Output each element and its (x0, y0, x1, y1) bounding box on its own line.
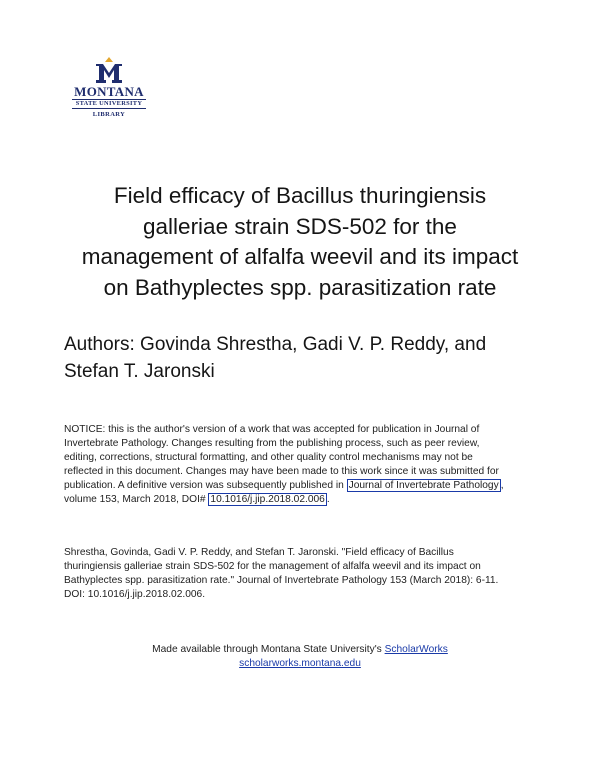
notice-punct: , (500, 480, 504, 492)
doi-link[interactable]: 10.1016/j.jip.2018.02.006 (210, 494, 325, 506)
publication-notice (64, 423, 544, 508)
title-line: management of alfalfa weevil and its impact (81, 244, 519, 269)
notice-line: NOTICE: this is the author's version of a work that was accepted for publication in Journal of (64, 424, 480, 435)
citation-line: Bathyplectes spp. parasitization rate." Journal of Invertebrate Pathology 153 (March 2018): 6-11. (64, 575, 499, 587)
citation-line: Shrestha, Govinda, Gadi V. P. Reddy, and Stefan T. Jaronski. "Field efficacy of Bacillus (64, 547, 454, 558)
authors-line: Stefan T. Jaronski (64, 361, 215, 382)
title-line: Field efficacy of Bacillus thuringiensis (113, 183, 487, 208)
notice-punct: . (326, 494, 330, 506)
notice-line: reflected in this document. Changes may have been made to this work since it was submitted for (64, 466, 499, 478)
logo-state-university: STATE UNIVERSITY (72, 99, 146, 109)
notice-line: volume 153, March 2018, DOI# (64, 494, 209, 506)
notice-line: publication. A definitive version was subsequently published in (64, 480, 347, 492)
logo-montana: MONTANA (74, 84, 144, 99)
footer-text: Made available through Montana State University's (152, 644, 385, 655)
citation (64, 546, 544, 602)
scholarworks-link[interactable]: ScholarWorks (384, 644, 448, 655)
msu-library-logo (70, 56, 148, 120)
footer (0, 643, 600, 671)
authors (64, 331, 544, 385)
citation-line: DOI: 10.1016/j.jip.2018.02.006. (64, 589, 206, 601)
title-line: galleriae strain SDS-502 for the (143, 213, 457, 239)
logo-library: LIBRARY (92, 111, 126, 118)
paper-title (60, 181, 540, 303)
notice-line: Invertebrate Pathology. Changes resulting from the publishing process, such as peer review, (64, 438, 480, 450)
scholarworks-url-link[interactable]: scholarworks.montana.edu (239, 658, 361, 670)
notice-line: editing, corrections, structural formatting, and other quality control mechanisms may not be (64, 452, 473, 464)
title-line: on Bathyplectes spp. parasitization rate (103, 274, 497, 300)
msu-m-emblem-icon (92, 56, 126, 84)
journal-link[interactable]: Journal of Invertebrate Pathology (348, 480, 499, 492)
citation-line: thuringiensis galleriae strain SDS-502 for the management of alfalfa weevil and its impact on (64, 561, 481, 573)
authors-line: Authors: Govinda Shrestha, Gadi V. P. Reddy, and (64, 334, 487, 355)
